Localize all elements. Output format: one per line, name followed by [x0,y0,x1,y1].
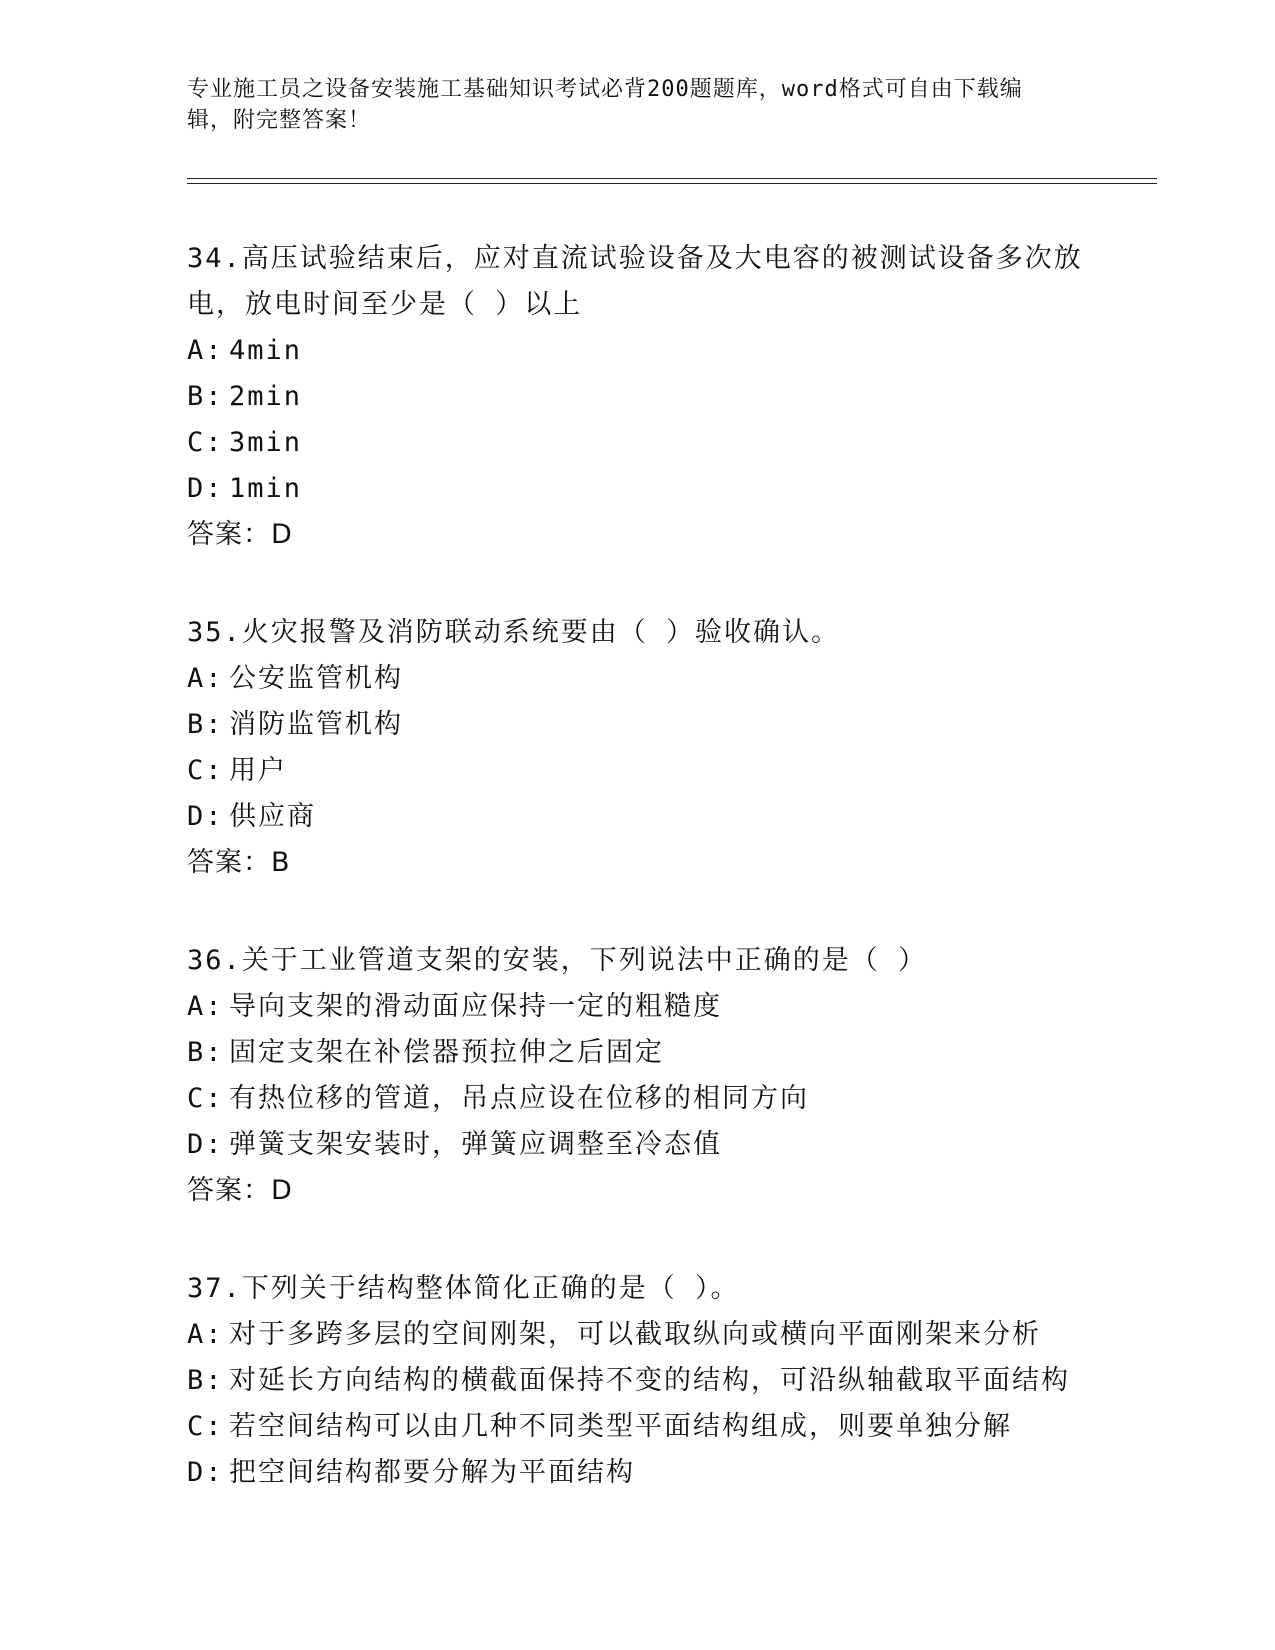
option-text: 1min [229,473,303,504]
option-text: 有热位移的管道，吊点应设在位移的相同方向 [229,1083,809,1114]
option-text: 4min [229,335,303,366]
option-c [187,1076,1087,1122]
option-a [187,984,1087,1030]
option-text: 把空间结构都要分解为平面结构 [229,1457,635,1488]
option-c [187,748,1087,794]
option-b [187,374,1087,420]
question-35 [187,610,1087,886]
option-letter: B: [187,381,224,412]
option-text: 固定支架在补偿器预拉伸之后固定 [229,1037,664,1068]
header-divider-top [187,178,1157,179]
option-letter: B: [187,1037,224,1068]
option-a [187,1312,1087,1358]
option-letter: D: [187,473,224,504]
option-letter: A: [187,335,224,366]
option-text: 对于多跨多层的空间刚架，可以截取纵向或横向平面刚架来分析 [229,1319,1041,1350]
answer: 答案：D [187,519,293,550]
option-a [187,656,1087,702]
option-letter: D: [187,1129,224,1160]
option-d [187,794,1087,840]
option-text: 弹簧支架安装时，弹簧应调整至冷态值 [229,1129,722,1160]
option-d [187,1122,1087,1168]
option-c [187,420,1087,466]
option-d [187,1450,1087,1496]
option-letter: D: [187,801,224,832]
option-text: 公安监管机构 [229,663,403,694]
option-b [187,1358,1087,1404]
option-text: 3min [229,427,303,458]
answer: 答案：D [187,1175,293,1206]
question-stem: 37.下列关于结构整体简化正确的是（ ）。 [187,1273,740,1304]
question-stem: 34.高压试验结束后，应对直流试验设备及大电容的被测试设备多次放电，放电时间至少是（ ）以上 [187,243,1083,320]
option-letter: A: [187,663,224,694]
option-a [187,328,1087,374]
question-37 [187,1266,1087,1496]
option-letter: C: [187,1083,224,1114]
header-divider-bottom [187,183,1157,184]
option-text: 若空间结构可以由几种不同类型平面结构组成，则要单独分解 [229,1411,1012,1442]
answer: 答案：B [187,847,291,878]
question-34 [187,236,1087,558]
option-text: 消防监管机构 [229,709,403,740]
question-stem: 36.关于工业管道支架的安装，下列说法中正确的是（ ） [187,945,928,976]
question-stem: 35.火灾报警及消防联动系统要由（ ）验收确认。 [187,617,841,648]
question-36 [187,938,1087,1214]
option-text: 用户 [229,755,287,786]
option-b [187,702,1087,748]
option-letter: C: [187,1411,224,1442]
option-text: 供应商 [229,801,316,832]
option-text: 2min [229,381,303,412]
option-letter: B: [187,709,224,740]
document-header: 专业施工员之设备安装施工基础知识考试必背200题题库，word格式可自由下载编辑，附完整答案！ [187,77,1023,133]
option-letter: B: [187,1365,224,1396]
option-b [187,1030,1087,1076]
option-letter: C: [187,755,224,786]
option-c [187,1404,1087,1450]
option-letter: A: [187,1319,224,1350]
option-text: 对延长方向结构的横截面保持不变的结构，可沿纵轴截取平面结构 [229,1365,1070,1396]
option-text: 导向支架的滑动面应保持一定的粗糙度 [229,991,722,1022]
question-list [187,236,1087,1548]
option-d [187,466,1087,512]
option-letter: D: [187,1457,224,1488]
option-letter: C: [187,427,224,458]
option-letter: A: [187,991,224,1022]
